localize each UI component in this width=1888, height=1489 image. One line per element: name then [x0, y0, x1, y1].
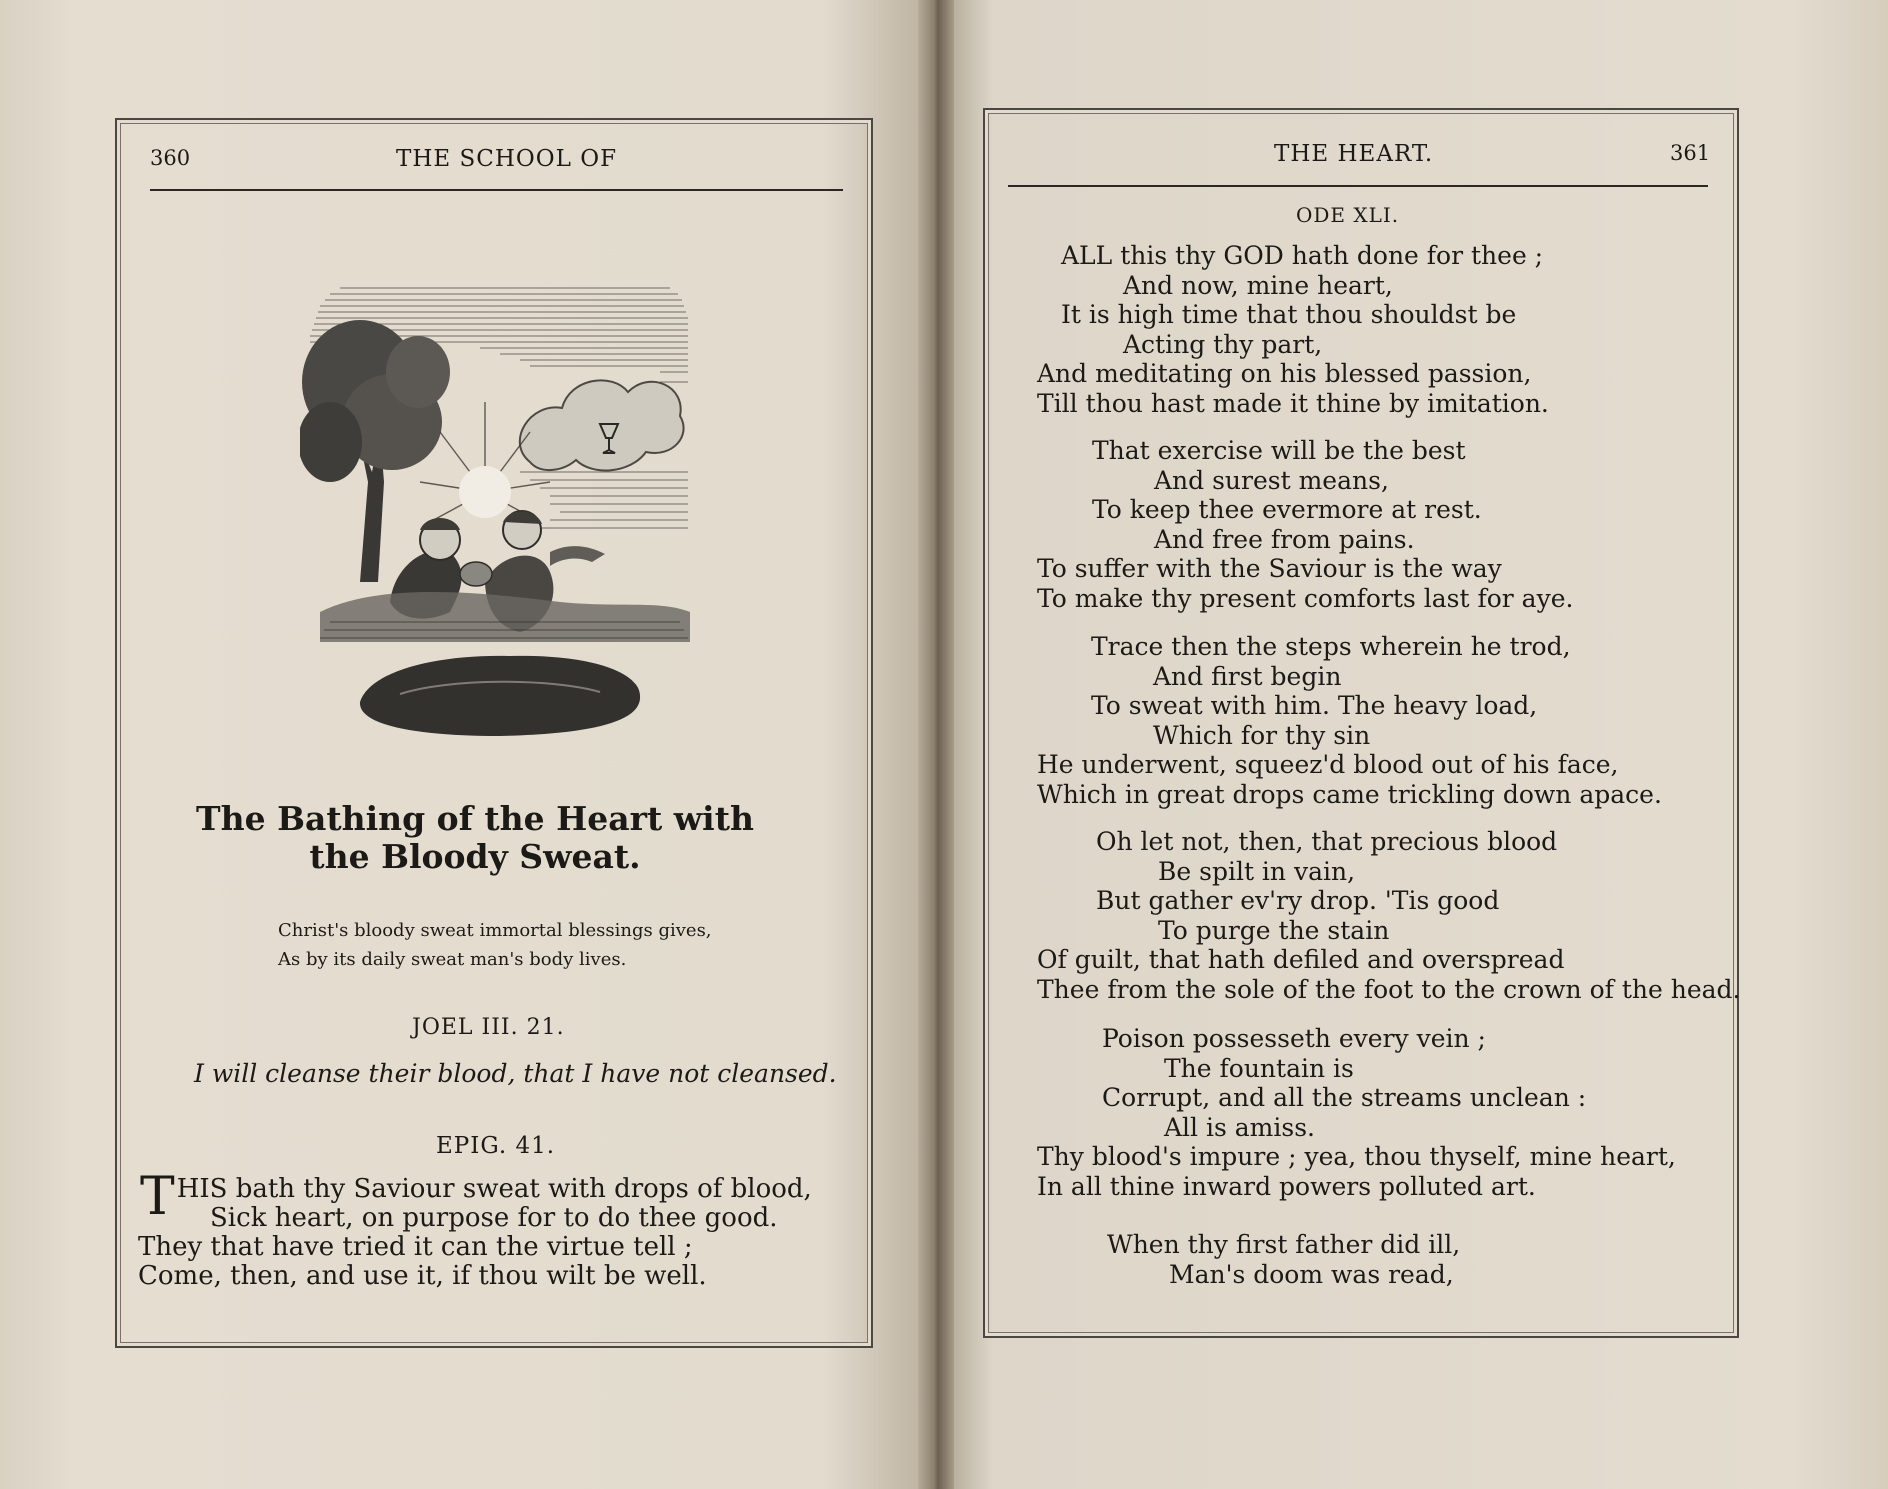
ode-stanza-5-line-3: Corrupt, and all the streams unclean : [1102, 1083, 1587, 1112]
ode-stanza-2-line-2: And surest means, [1154, 465, 1389, 495]
book-gutter [918, 0, 954, 1489]
ode-stanza-1-line-1: ALL this thy GOD hath done for thee ; [1061, 241, 1544, 270]
ode-stanza-4-line-5: Of guilt, that hath defiled and overspread [1037, 945, 1565, 974]
ode-stanza-3-line-5: He underwent, squeez'd blood out of his face, [1037, 750, 1619, 779]
ode-stanza-5-line-5: Thy blood's impure ; yea, thou thyself, mine heart, [1037, 1142, 1676, 1171]
right-page-number: 361 [1670, 141, 1711, 165]
ode-stanza-3-line-4: Which for thy sin [1153, 720, 1371, 750]
left-page-number: 360 [150, 146, 191, 170]
ode-stanza-4-line-4: To purge the stain [1158, 915, 1390, 945]
ode-stanza-4-line-3: But gather ev'ry drop. 'Tis good [1096, 886, 1500, 915]
ode-stanza-2-line-5: To suffer with the Saviour is the way [1037, 554, 1502, 583]
scripture-text: I will cleanse their blood, that I have not cleansed. [194, 1059, 837, 1088]
ode-stanza-2-line-3: To keep thee evermore at rest. [1092, 495, 1482, 524]
epigram-line-4: Come, then, and use it, if thou wilt be well. [138, 1261, 707, 1291]
ode-stanza-3-line-6: Which in great drops came trickling down apace. [1037, 779, 1662, 809]
epigram-line-1: HIS bath thy Saviour sweat with drops of blood, [176, 1174, 812, 1204]
ode-stanza-5-line-4: All is amiss. [1164, 1112, 1315, 1142]
ode-stanza-1-line-2: And now, mine heart, [1123, 270, 1393, 300]
left-header-rule [150, 189, 843, 191]
ode-stanza-1-line-5: And meditating on his blessed passion, [1037, 359, 1532, 388]
epigram-drop-cap: T [140, 1167, 175, 1227]
ode-stanza-6-line-2: Man's doom was read, [1169, 1259, 1454, 1289]
ode-stanza-5-line-1: Poison possesseth every vein ; [1102, 1024, 1486, 1053]
ode-stanza-4-line-2: Be spilt in vain, [1158, 856, 1356, 886]
epigram-line-3: They that have tried it can the virtue tell ; [138, 1232, 693, 1262]
scripture-reference: JOEL III. 21. [412, 1015, 565, 1040]
ode-stanza-4-line-1: Oh let not, then, that precious blood [1096, 827, 1558, 856]
ode-stanza-6-line-1: When thy first father did ill, [1107, 1230, 1461, 1259]
epigram-block [138, 1167, 812, 1291]
ode-stanza-5-line-6: In all thine inward powers polluted art. [1037, 1171, 1536, 1201]
right-running-head: THE HEART. [1274, 141, 1434, 167]
engraving-illustration [300, 282, 690, 744]
ode-stanza-1-line-3: It is high time that thou shouldst be [1061, 300, 1517, 329]
ode-heading: ODE XLI. [1296, 203, 1400, 227]
epigram-heading: EPIG. 41. [436, 1133, 556, 1159]
motto-line-1: Christ's bloody sweat immortal blessings gives, [278, 920, 712, 941]
ode-stanza-2-line-6: To make thy present comforts last for aye. [1037, 583, 1574, 613]
ode-stanza-2-line-4: And free from pains. [1154, 524, 1415, 554]
ode-stanza-1-line-6: Till thou hast made it thine by imitation. [1037, 388, 1549, 418]
ode-stanza-5-line-2: The fountain is [1164, 1053, 1354, 1083]
plate-title: The Bathing of the Heart with the Bloody Sweat. [196, 799, 754, 876]
motto-line-2: As by its daily sweat man's body lives. [278, 949, 627, 970]
ode-stanza-3-line-2: And first begin [1153, 661, 1342, 691]
ode-stanza-3-line-3: To sweat with him. The heavy load, [1091, 691, 1538, 720]
left-running-head: THE SCHOOL OF [396, 146, 618, 172]
ode-stanza-1-line-4: Acting thy part, [1123, 329, 1323, 359]
epigram-line-2: Sick heart, on purpose for to do thee good. [210, 1203, 778, 1233]
ode-stanza-2-line-1: That exercise will be the best [1092, 436, 1466, 465]
ode-stanza-4-line-6: Thee from the sole of the foot to the crown of the head. [1037, 974, 1741, 1004]
ode-stanza-3-line-1: Trace then the steps wherein he trod, [1091, 632, 1571, 661]
right-header-rule [1008, 185, 1708, 187]
